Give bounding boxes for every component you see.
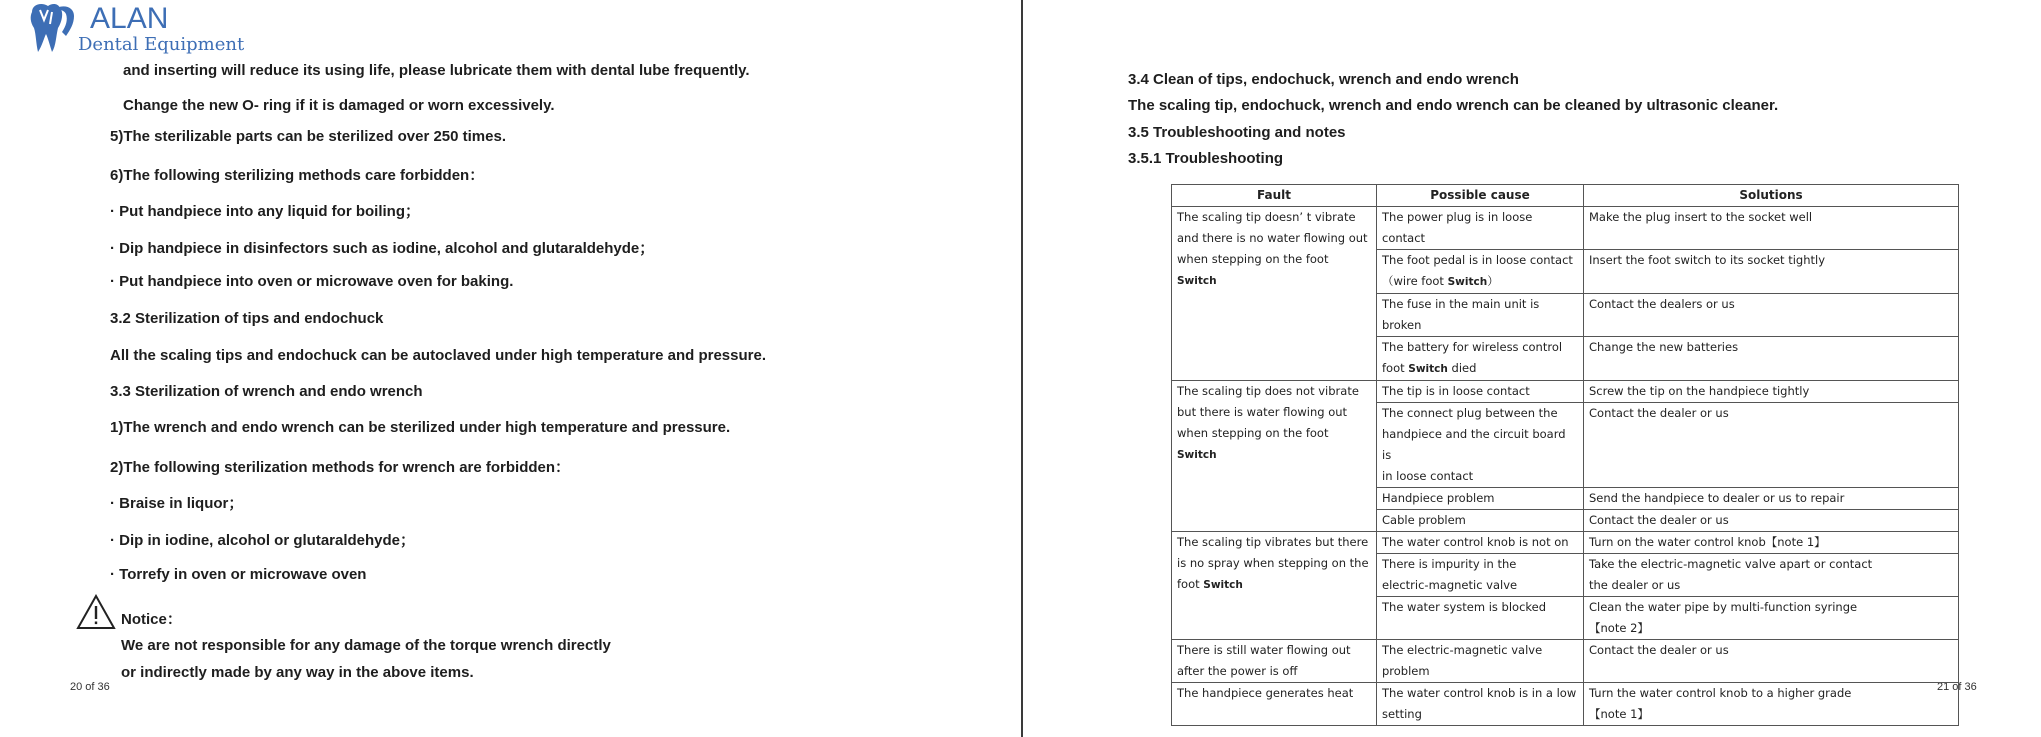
fault-cell: [1172, 381, 1377, 532]
cause-cell: [1377, 381, 1584, 403]
bullet-item: · Put handpiece into oven or microwave oven for baking.: [110, 273, 514, 290]
cause-cell: [1377, 294, 1584, 337]
fault-text: Switch: [1177, 449, 1217, 461]
solution-cell: [1584, 532, 1959, 554]
cause-text: ）: [1487, 274, 1499, 288]
solution-cell: [1584, 640, 1959, 683]
cause-cell: [1377, 403, 1584, 488]
cause-cell: [1377, 488, 1584, 510]
section-heading: 3.3 Sterilization of wrench and endo wrench: [110, 383, 423, 400]
solution-cell: [1584, 488, 1959, 510]
table-row: [1172, 683, 1959, 726]
cause-cell: [1377, 337, 1584, 381]
notice-line: or indirectly made by any way in the above items.: [121, 664, 474, 681]
fault-text: but there is water flowing out: [1177, 405, 1348, 419]
fault-text: Switch: [1177, 275, 1217, 287]
page-divider: [1021, 0, 1023, 737]
solution-text: Make the plug insert to the socket well: [1589, 210, 1813, 224]
cause-text: setting: [1382, 707, 1422, 721]
cause-cell: [1377, 683, 1584, 726]
text-line: 1)The wrench and endo wrench can be sterilized under high temperature and pressure.: [110, 419, 731, 436]
section-heading: 3.4 Clean of tips, endochuck, wrench and endo wrench: [1128, 71, 1519, 88]
bullet-item: · Dip in iodine, alcohol or glutaraldehyde；: [110, 532, 416, 549]
cause-text: The fuse in the main unit is broken: [1382, 297, 1540, 332]
cause-cell: [1377, 554, 1584, 597]
table-row: [1172, 532, 1959, 554]
cause-text: foot: [1382, 361, 1409, 375]
fault-cell: [1172, 640, 1377, 683]
cause-text: There is impurity in the: [1382, 557, 1517, 571]
fault-text: when stepping on the foot: [1177, 252, 1329, 266]
fault-cell: [1172, 532, 1377, 640]
solution-text: Turn on the water control knob【note 1】: [1589, 535, 1826, 549]
cause-text: （wire foot: [1382, 274, 1448, 288]
solution-text: Contact the dealer or us: [1589, 513, 1729, 527]
fault-cell: [1172, 683, 1377, 726]
cause-text: The tip is in loose contact: [1382, 384, 1530, 398]
cause-text: The water system is blocked: [1382, 600, 1547, 614]
fault-text: The scaling tip does not vibrate: [1177, 384, 1359, 398]
text-line: Change the new O- ring if it is damaged or worn excessively.: [123, 97, 555, 114]
solution-text: Insert the foot switch to its socket tightly: [1589, 253, 1826, 267]
solution-text: Contact the dealer or us: [1589, 406, 1729, 420]
solution-cell: [1584, 510, 1959, 532]
solution-text: Send the handpiece to dealer or us to repair: [1589, 491, 1845, 505]
solution-cell: [1584, 683, 1959, 726]
solution-cell: [1584, 403, 1959, 488]
table-row: [1172, 207, 1959, 250]
cause-cell: [1377, 250, 1584, 294]
fault-cell: [1172, 207, 1377, 381]
solution-text: Contact the dealers or us: [1589, 297, 1735, 311]
cause-text: Handpiece problem: [1382, 491, 1495, 505]
cause-text: The water control knob is not on: [1382, 535, 1569, 549]
cause-cell: [1377, 640, 1584, 683]
solution-cell: [1584, 554, 1959, 597]
fault-text: The handpiece generates heat: [1177, 686, 1354, 700]
warning-icon: [76, 594, 116, 630]
fault-text: when stepping on the foot: [1177, 426, 1329, 440]
fault-text: after the power is off: [1177, 664, 1298, 678]
table-row: [1172, 640, 1959, 683]
fault-text: and there is no water flowing out: [1177, 231, 1368, 245]
cause-text: The foot pedal is in loose contact: [1382, 253, 1573, 267]
solution-cell: [1584, 337, 1959, 381]
solution-cell: [1584, 597, 1959, 640]
cause-text: Switch: [1408, 363, 1448, 375]
bullet-item: · Dip handpiece in disinfectors such as iodine, alcohol and glutaraldehyde；: [110, 240, 655, 257]
cause-text: problem: [1382, 664, 1430, 678]
bullet-item: · Torrefy in oven or microwave oven: [110, 566, 367, 583]
fault-text: Switch: [1203, 579, 1243, 591]
fault-text: The scaling tip vibrates but there: [1177, 535, 1369, 549]
solution-text: Screw the tip on the handpiece tightly: [1589, 384, 1810, 398]
text-line: 2)The following sterilization methods for wrench are forbidden：: [110, 459, 571, 476]
solution-text: Take the electric-magnetic valve apart or contact: [1589, 557, 1873, 571]
cause-text: Cable problem: [1382, 513, 1466, 527]
cause-cell: [1377, 510, 1584, 532]
notice-line: We are not responsible for any damage of the torque wrench directly: [121, 637, 611, 654]
section-heading: 3.5 Troubleshooting and notes: [1128, 124, 1346, 141]
text-line: and inserting will reduce its using life, please lubricate them with dental lube frequently.: [123, 62, 750, 79]
solution-text: 【note 1】: [1589, 707, 1649, 721]
cause-text: died: [1447, 361, 1477, 375]
text-line: The scaling tip, endochuck, wrench and endo wrench can be cleaned by ultrasonic cleaner.: [1128, 97, 1779, 114]
logo-subtitle: Dental Equipment: [78, 34, 245, 55]
troubleshooting-table: [1171, 184, 1959, 726]
cause-text: handpiece and the circuit board is: [1382, 427, 1566, 462]
solution-text: Change the new batteries: [1589, 340, 1739, 354]
cause-text: The battery for wireless control: [1382, 340, 1563, 354]
cause-text: The power plug is in loose contact: [1382, 210, 1533, 245]
solution-cell: [1584, 381, 1959, 403]
solution-text: Contact the dealer or us: [1589, 643, 1729, 657]
bullet-item: · Put handpiece into any liquid for boiling；: [110, 203, 420, 220]
cause-cell: [1377, 597, 1584, 640]
fault-text: is no spray when stepping on the: [1177, 556, 1369, 570]
page-number: 21 of 36: [1937, 681, 1977, 693]
text-line: 5)The sterilizable parts can be sterilized over 250 times.: [110, 128, 506, 145]
solution-text: 【note 2】: [1589, 621, 1649, 635]
table-row: [1172, 381, 1959, 403]
section-heading: 3.2 Sterilization of tips and endochuck: [110, 310, 384, 327]
column-header: Solutions: [1584, 185, 1959, 207]
cause-text: The connect plug between the: [1382, 406, 1558, 420]
fault-text: The scaling tip doesn’ t vibrate: [1177, 210, 1356, 224]
fault-text: There is still water flowing out: [1177, 643, 1351, 657]
section-heading: 3.5.1 Troubleshooting: [1128, 150, 1284, 167]
column-header: Fault: [1172, 185, 1377, 207]
solution-text: Clean the water pipe by multi-function syringe: [1589, 600, 1858, 614]
solution-cell: [1584, 294, 1959, 337]
cause-cell: [1377, 207, 1584, 250]
solution-cell: [1584, 207, 1959, 250]
solution-cell: [1584, 250, 1959, 294]
cause-text: The electric-magnetic valve: [1382, 643, 1543, 657]
page-number: 20 of 36: [70, 681, 110, 693]
table-header-row: [1172, 185, 1959, 207]
cause-text: Switch: [1447, 276, 1488, 288]
column-header: Possible cause: [1377, 185, 1584, 207]
solution-text: the dealer or us: [1589, 578, 1681, 592]
text-line: 6)The following sterilizing methods care forbidden：: [110, 167, 485, 184]
logo-brand: ALAN: [90, 2, 169, 35]
cause-text: in loose contact: [1382, 469, 1474, 483]
cause-text: The water control knob is in a low: [1382, 686, 1577, 700]
cause-text: electric-magnetic valve: [1382, 578, 1518, 592]
notice-title: Notice：: [121, 611, 182, 628]
solution-text: Turn the water control knob to a higher grade: [1589, 686, 1852, 700]
company-logo: [26, 0, 286, 60]
fault-text: foot: [1177, 577, 1204, 591]
cause-cell: [1377, 532, 1584, 554]
text-line: All the scaling tips and endochuck can be autoclaved under high temperature and pressure.: [110, 347, 766, 364]
bullet-item: · Braise in liquor；: [110, 495, 244, 512]
